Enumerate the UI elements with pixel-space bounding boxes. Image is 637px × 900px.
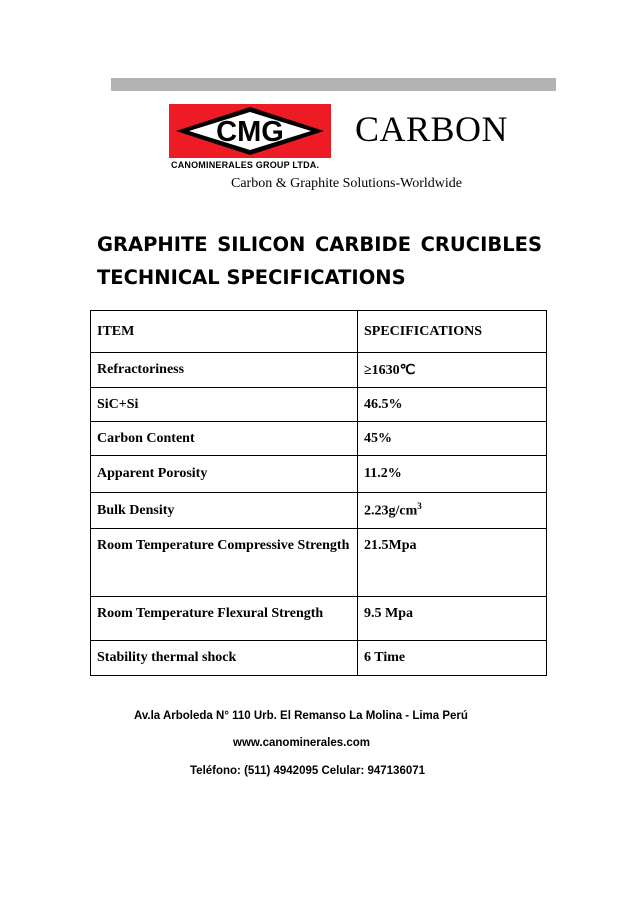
row-item: Stability thermal shock [91, 641, 358, 676]
row-item: Room Temperature Compressive Strength [91, 529, 358, 597]
brand-word: CARBON [355, 109, 509, 149]
header-specifications: SPECIFICATIONS [358, 311, 547, 353]
footer-website[interactable]: www.canominerales.com [233, 737, 370, 749]
bulk-density-value: 2.23g/cm [364, 503, 418, 519]
table-row [91, 456, 547, 493]
row-spec: 21.5Mpa [358, 529, 547, 597]
tagline: Carbon & Graphite Solutions-Worldwide [231, 176, 463, 191]
table-header-row [91, 311, 547, 353]
row-spec: 45% [358, 422, 547, 456]
row-item: Carbon Content [91, 422, 358, 456]
row-spec: 9.5 Mpa [358, 597, 547, 641]
top-gray-bar [111, 78, 556, 91]
row-spec: 11.2% [358, 456, 547, 493]
header-item: ITEM [91, 311, 358, 353]
footer-address: Av.la Arboleda N° 110 Urb. El Remanso La Molina - Lima Perú [134, 710, 468, 722]
logo-subtitle: CANOMINERALES GROUP LTDA. [171, 160, 320, 170]
row-item: Refractoriness [91, 353, 358, 388]
row-item: SiC+Si [91, 388, 358, 422]
table-row [91, 493, 547, 529]
logo-text: CMG [216, 116, 284, 148]
table-row [91, 353, 547, 388]
row-spec: 46.5% [358, 388, 547, 422]
footer-phones: Teléfono: (511) 4942095 Celular: 947136071 [190, 765, 426, 777]
row-item: Room Temperature Flexural Strength [91, 597, 358, 641]
document-title-line-2: TECHNICAL SPECIFICATIONS [97, 266, 406, 289]
specifications-table [90, 310, 547, 676]
cmg-logo [169, 104, 331, 158]
table-row [91, 597, 547, 641]
row-item: Apparent Porosity [91, 456, 358, 493]
superscript: 3 [417, 501, 422, 512]
row-spec: ≥1630℃ [358, 353, 547, 388]
table-row [91, 641, 547, 676]
row-spec: 6 Time [358, 641, 547, 676]
table-row [91, 388, 547, 422]
row-item: Bulk Density [91, 493, 358, 529]
document-title-line-1: GRAPHITE SILICON CARBIDE CRUCIBLES [97, 233, 542, 256]
table-row [91, 422, 547, 456]
row-spec [358, 493, 547, 529]
table-row [91, 529, 547, 597]
